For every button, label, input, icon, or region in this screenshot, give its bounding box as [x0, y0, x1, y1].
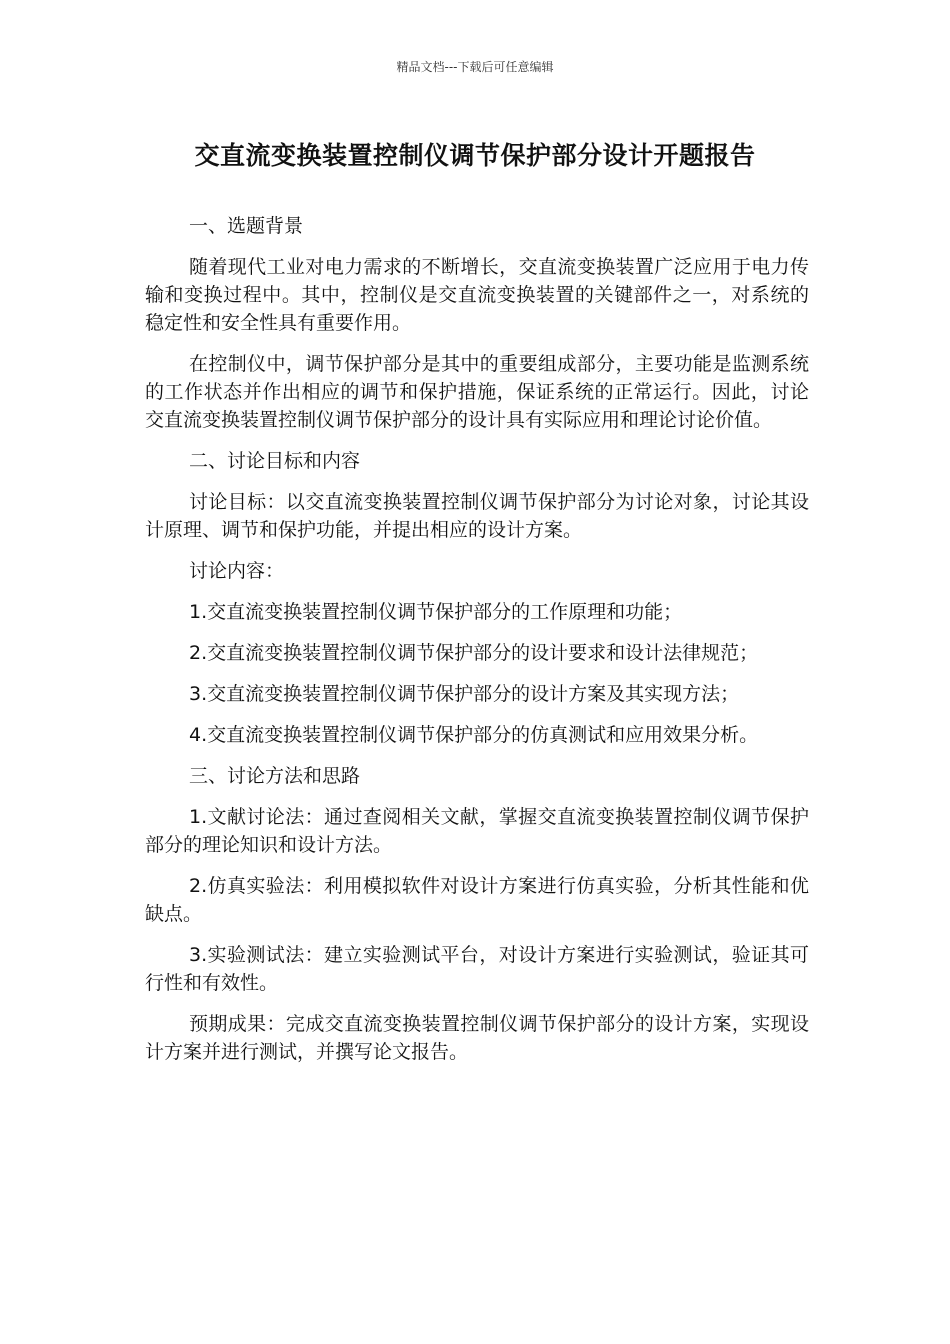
section-heading-background: 一、选题背景 [189, 215, 304, 237]
list-item-method-3: 3.实验测试法：建立实验测试平台，对设计方案进行实验测试，验证其可行性和有效性。 [145, 944, 809, 994]
list-item-method-1: 1.文献讨论法：通过查阅相关文献，掌握交直流变换装置控制仪调节保护部分的理论知识和设计方法。 [145, 806, 809, 856]
list-item-content-1: 1.交直流变换装置控制仪调节保护部分的工作原理和功能； [189, 601, 683, 623]
paragraph-goals: 讨论目标：以交直流变换装置控制仪调节保护部分为讨论对象，讨论其设计原理、调节和保护功能，并提出相应的设计方案。 [145, 491, 809, 541]
paragraph-content-label: 讨论内容： [189, 560, 285, 582]
document-body [145, 212, 809, 1079]
paragraph-background-1: 随着现代工业对电力需求的不断增长，交直流变换装置广泛应用于电力传输和变换过程中。其中，控制仪是交直流变换装置的关键部件之一，对系统的稳定性和安全性具有重要作用。 [145, 256, 809, 334]
list-item-method-2: 2.仿真实验法：利用模拟软件对设计方案进行仿真实验，分析其性能和优缺点。 [145, 875, 809, 925]
list-item-content-4: 4.交直流变换装置控制仪调节保护部分的仿真测试和应用效果分析。 [189, 724, 759, 746]
paragraph-background-2: 在控制仪中，调节保护部分是其中的重要组成部分，主要功能是监测系统的工作状态并作出相应的调节和保护措施，保证系统的正常运行。因此，讨论交直流变换装置控制仪调节保护部分的设计具有实际应用和理论讨论价值。 [145, 353, 809, 431]
paragraph-expected-results: 预期成果：完成交直流变换装置控制仪调节保护部分的设计方案，实现设计方案并进行测试，并撰写论文报告。 [145, 1013, 809, 1063]
list-item-content-2: 2.交直流变换装置控制仪调节保护部分的设计要求和设计法律规范； [189, 642, 759, 664]
page-header: 精品文档---下载后可任意编辑 [396, 60, 554, 74]
section-heading-methods: 三、讨论方法和思路 [189, 765, 361, 787]
document-title: 交直流变换装置控制仪调节保护部分设计开题报告 [194, 141, 756, 170]
section-heading-goals: 二、讨论目标和内容 [189, 450, 361, 472]
list-item-content-3: 3.交直流变换装置控制仪调节保护部分的设计方案及其实现方法； [189, 683, 740, 705]
